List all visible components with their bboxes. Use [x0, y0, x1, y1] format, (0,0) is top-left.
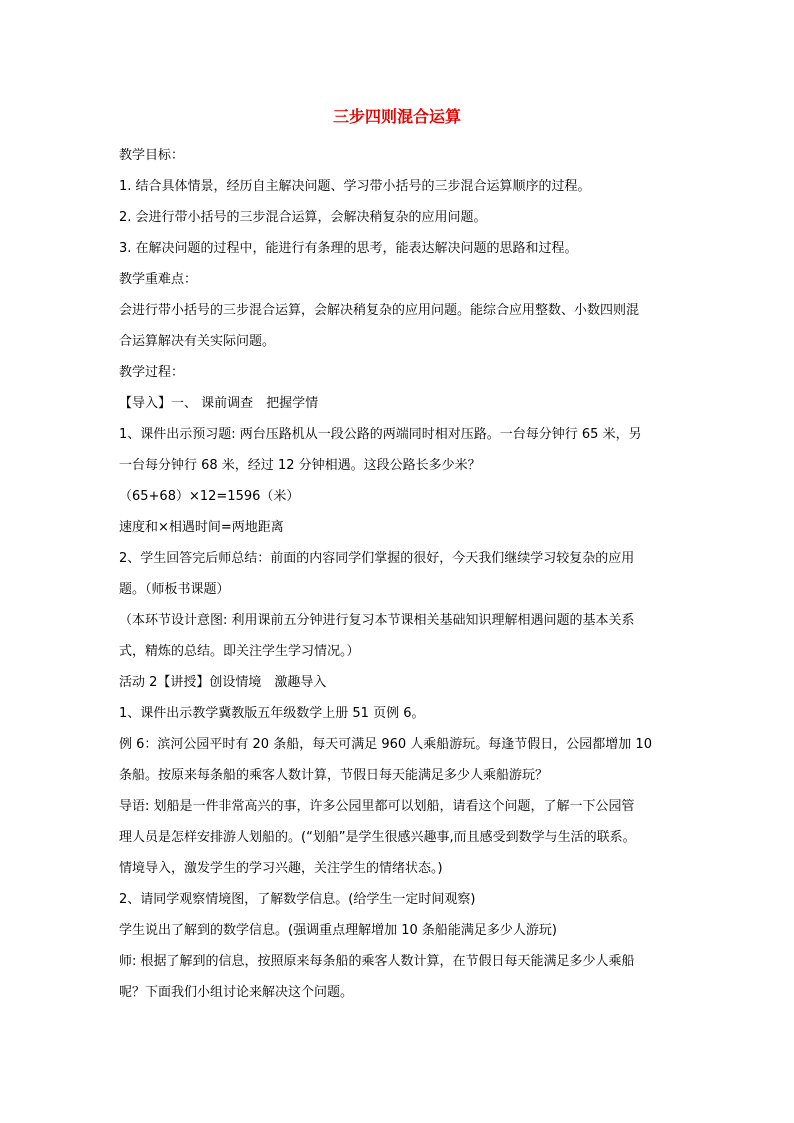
text-line: 会进行带小括号的三步混合运算，会解决稍复杂的应用问题。能综合应用整数、小数四则混 — [119, 303, 640, 318]
text-line: 2. 会进行带小括号的三步混合运算，会解决稍复杂的应用问题。 — [119, 210, 487, 225]
text-line: （65+68）×12=1596（米） — [119, 489, 300, 504]
text-line: 1. 结合具体情景，经历自主解决问题、学习带小括号的三步混合运算顺序的过程。 — [119, 179, 591, 194]
text-line: 题。（师板书课题） — [119, 582, 230, 597]
text-line: 教学目标： — [119, 148, 185, 163]
text-line: 情境导入，激发学生的学习兴趣，关注学生的情绪状态。) — [119, 861, 443, 876]
document-title: 三步四则混合运算 — [332, 107, 461, 126]
text-line: 速度和×相遇时间=两地距离 — [119, 520, 284, 535]
text-line: 2、学生回答完后师总结：前面的内容同学们掌握的很好，今天我们继续学习较复杂的应用 — [119, 551, 635, 566]
text-line: 呢？下面我们小组讨论来解决这个问题。 — [119, 985, 354, 1000]
text-line: 学生说出了解到的数学信息。(强调重点理解增加 10 条船能满足多少人游玩) — [119, 923, 557, 938]
text-line: 活动 2【讲授】创设情境 激趣导入 — [119, 675, 327, 690]
text-line: 师: 根据了解到的信息，按照原来每条船的乘客人数计算，在节假日每天能满足多少人乘船 — [119, 954, 635, 969]
text-line: 教学过程： — [119, 365, 185, 380]
text-line: 【导入】一、 课前调查 把握学情 — [119, 396, 319, 411]
text-line: 例 6：滨河公园平时有 20 条船，每天可满足 960 人乘船游玩。每逢节假日，公园都增加 10 — [119, 737, 652, 752]
text-line: 3. 在解决问题的过程中，能进行有条理的思考，能表达解决问题的思路和过程。 — [119, 241, 578, 256]
text-line: 合运算解决有关实际问题。 — [119, 334, 276, 349]
text-line: 1、课件出示预习题: 两台压路机从一段公路的两端同时相对压路。一台每分钟行 65 米，另 — [119, 427, 642, 442]
text-line: 教学重难点： — [119, 272, 198, 287]
text-line: 导语: 划船是一件非常高兴的事，许多公园里都可以划船，请看这个问题，了解一下公园管 — [119, 799, 635, 814]
text-line: 理人员是怎样安排游人划船的。(“划船”是学生很感兴趣事,而且感受到数学与生活的联系。 — [119, 830, 636, 845]
text-line: 式，精炼的总结。即关注学生学习情况。） — [119, 644, 360, 659]
text-line: 条船。按原来每条船的乘客人数计算，节假日每天能满足多少人乘船游玩？ — [119, 768, 549, 783]
text-line: 一台每分钟行 68 米，经过 12 分钟相遇。这段公路长多少米？ — [119, 458, 481, 473]
text-line: 1、课件出示教学冀教版五年级数学上册 51 页例 6。 — [119, 706, 425, 721]
text-line: 2、请同学观察情境图，了解数学信息。(给学生一定时间观察) — [119, 892, 476, 907]
text-line: （本环节设计意图: 利用课前五分钟进行复习本节课相关基础知识理解相遇问题的基本关系 — [119, 613, 635, 628]
